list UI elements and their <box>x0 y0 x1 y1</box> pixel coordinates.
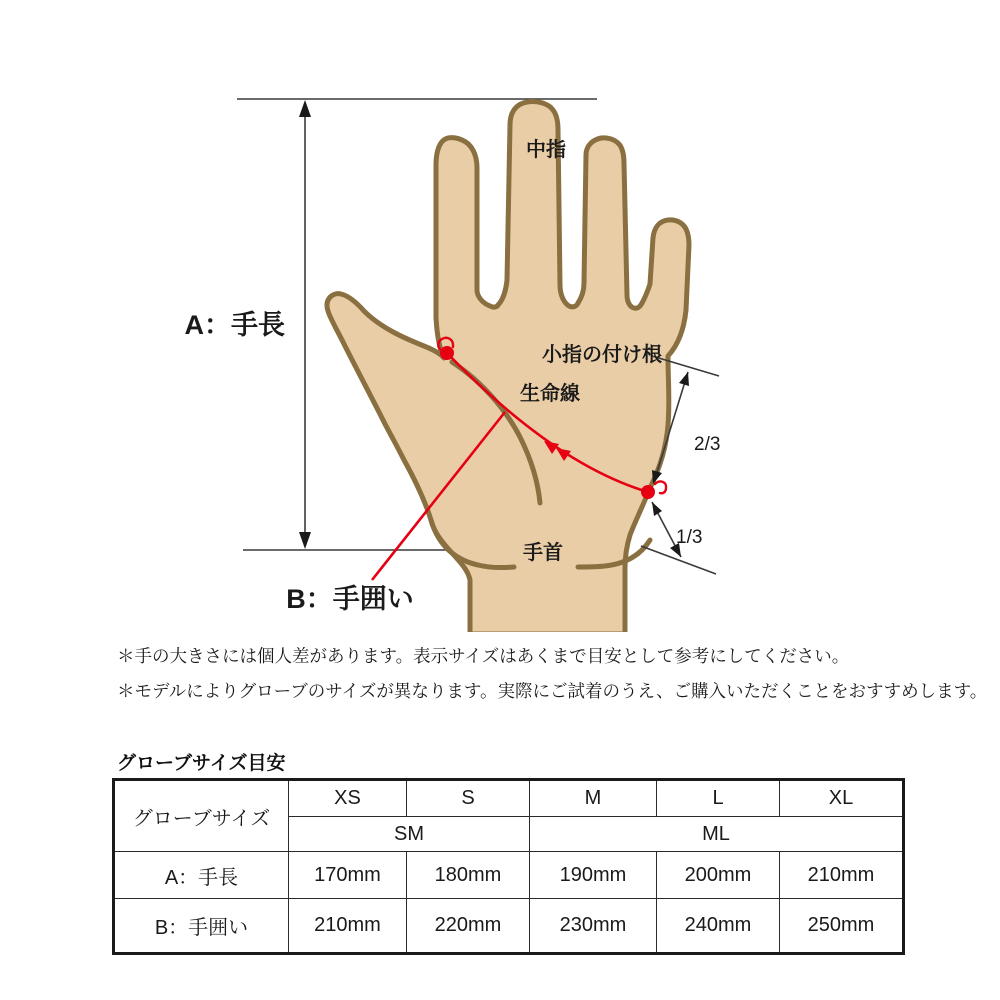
cell-value: 230mm <box>530 899 657 954</box>
pinky-base-label: 小指の付け根 <box>542 344 662 366</box>
life-line-label: 生命線 <box>520 383 580 405</box>
size-col-xs: XS <box>289 780 407 817</box>
size-group-sm: SM <box>289 817 530 852</box>
cell-value: 200mm <box>657 852 780 899</box>
arrow-up-icon <box>299 100 311 117</box>
table-row-header: グローブサイズ <box>114 780 289 852</box>
footnote-individual-difference: ＊手の大きさには個人差があります。表示サイズはあくまで目安として参考にしてください。 <box>117 646 850 666</box>
one-third-label: 1/3 <box>676 527 703 548</box>
footnotes <box>117 639 988 709</box>
glove-size-table <box>112 778 905 955</box>
row-label-hand-length: A：手長 <box>114 852 289 899</box>
two-thirds-label: 2/3 <box>694 434 721 455</box>
cell-value: 250mm <box>780 899 904 954</box>
hand-illustration <box>327 101 689 632</box>
arrow-down-icon <box>299 532 311 549</box>
table-row <box>114 899 904 954</box>
cell-value: 170mm <box>289 852 407 899</box>
arrow-icon <box>652 502 662 516</box>
measure-point-curl <box>655 481 666 493</box>
size-col-l: L <box>657 780 780 817</box>
row-label-hand-girth: B：手囲い <box>114 899 289 954</box>
measure-point-thumb <box>440 346 454 360</box>
footnote-model-difference: ＊モデルによりグローブのサイズが異なります。実際にご試着のうえ、ご購入いただくことをおすすめします。 <box>117 681 988 701</box>
cell-value: 240mm <box>657 899 780 954</box>
size-table-title: グローブサイズ目安 <box>117 753 286 774</box>
wrist-label: 手首 <box>523 542 563 564</box>
cell-value: 210mm <box>289 899 407 954</box>
arrow-icon <box>679 372 689 386</box>
measure-point-pinky-side <box>641 485 655 499</box>
cell-value: 210mm <box>780 852 904 899</box>
cell-value: 190mm <box>530 852 657 899</box>
size-col-m: M <box>530 780 657 817</box>
hand-length-label: A：手長 <box>184 310 285 340</box>
size-col-xl: XL <box>780 780 904 817</box>
size-col-s: S <box>407 780 530 817</box>
hand-girth-label: B：手囲い <box>286 584 414 614</box>
cell-value: 220mm <box>407 899 530 954</box>
cell-value: 180mm <box>407 852 530 899</box>
middle-finger-label: 中指 <box>526 139 566 161</box>
size-group-ml: ML <box>530 817 904 852</box>
table-row <box>114 852 904 899</box>
